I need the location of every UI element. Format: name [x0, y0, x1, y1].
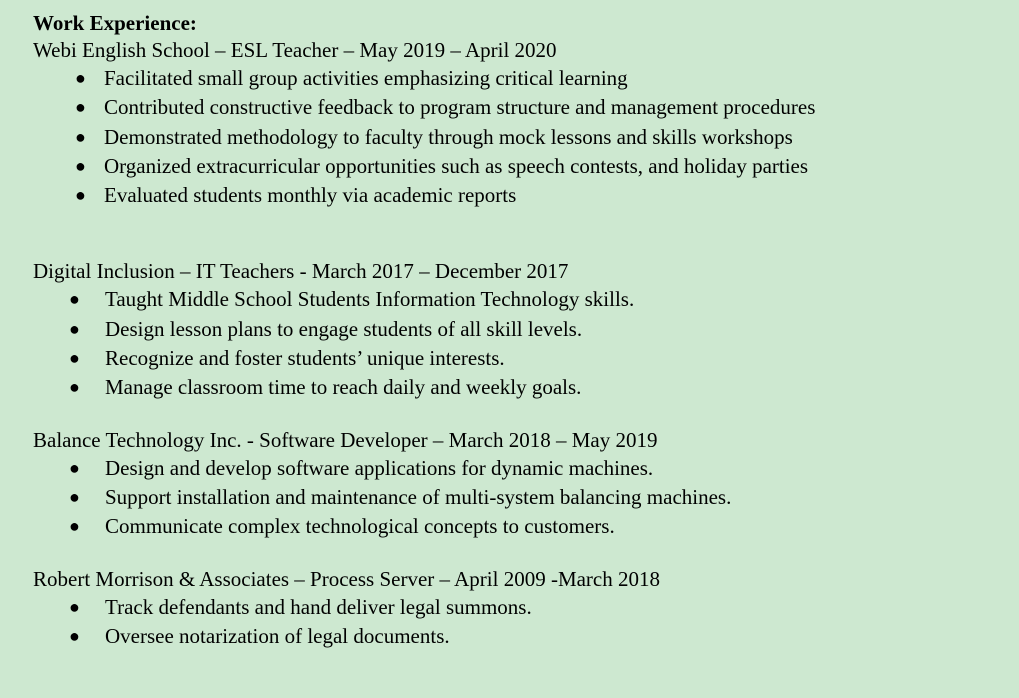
bullet-text: Demonstrated methodology to faculty through mock lessons and skills workshops	[104, 124, 793, 149]
list-item	[33, 622, 1019, 651]
bullet-text: Evaluated students monthly via academic reports	[104, 183, 517, 208]
list-item	[33, 593, 1019, 622]
bullet-text: Support installation and maintenance of multi-system balancing machines.	[105, 484, 732, 509]
job-header: Robert Morrison & Associates – Process Server – April 2009 -March 2018	[33, 566, 660, 591]
job-webi-english-school	[33, 37, 1019, 210]
bullet-text: Oversee notarization of legal documents.	[105, 623, 450, 648]
job-bullet-list	[33, 64, 1019, 210]
bullet-icon: ●	[69, 457, 80, 478]
list-item	[33, 123, 1019, 152]
list-item	[33, 285, 1019, 314]
bullet-text: Track defendants and hand deliver legal summons.	[105, 594, 532, 619]
job-header: Digital Inclusion – IT Teachers - March 2017 – December 2017	[33, 259, 569, 284]
list-item	[33, 152, 1019, 181]
list-item	[33, 512, 1019, 541]
bullet-text: Organized extracurricular opportunities such as speech contests, and holiday parties	[104, 153, 809, 178]
list-item	[33, 483, 1019, 512]
list-item	[33, 373, 1019, 402]
job-robert-morrison	[33, 566, 1019, 652]
job-bullet-list	[33, 593, 1019, 652]
bullet-icon: ●	[75, 97, 86, 118]
bullet-icon: ●	[75, 155, 86, 176]
bullet-icon: ●	[75, 185, 86, 206]
bullet-text: Communicate complex technological concepts to customers.	[105, 514, 615, 539]
job-balance-technology	[33, 427, 1019, 542]
bullet-icon: ●	[69, 625, 80, 646]
bullet-icon: ●	[69, 596, 80, 617]
bullet-text: Facilitated small group activities emphasizing critical learning	[104, 66, 628, 90]
job-bullet-list	[33, 285, 1019, 402]
bullet-icon: ●	[69, 516, 80, 537]
job-digital-inclusion	[33, 258, 1019, 402]
bullet-text: Manage classroom time to reach daily and weekly goals.	[105, 375, 582, 400]
bullet-icon: ●	[75, 68, 86, 88]
list-item	[33, 93, 1019, 122]
list-item	[33, 181, 1019, 210]
list-item	[33, 315, 1019, 344]
section-title: Work Experience:	[33, 11, 197, 35]
job-bullet-list	[33, 454, 1019, 542]
bullet-text: Recognize and foster students’ unique interests.	[105, 346, 505, 371]
list-item	[33, 344, 1019, 373]
list-item	[33, 454, 1019, 483]
job-header: Webi English School – ESL Teacher – May 2019 – April 2020	[33, 38, 557, 62]
bullet-text: Taught Middle School Students Information Technology skills.	[105, 287, 635, 312]
bullet-icon: ●	[69, 289, 80, 310]
bullet-icon: ●	[75, 126, 86, 147]
bullet-icon: ●	[69, 348, 80, 369]
bullet-text: Contributed constructive feedback to program structure and management procedures	[104, 95, 816, 120]
bullet-icon: ●	[69, 318, 80, 339]
bullet-text: Design lesson plans to engage students of all skill levels.	[105, 316, 583, 341]
bullet-icon: ●	[69, 377, 80, 398]
bullet-text: Design and develop software applications for dynamic machines.	[105, 455, 654, 480]
list-item	[33, 64, 1019, 93]
bullet-icon: ●	[69, 486, 80, 507]
job-header: Balance Technology Inc. - Software Developer – March 2018 – May 2019	[33, 427, 658, 452]
